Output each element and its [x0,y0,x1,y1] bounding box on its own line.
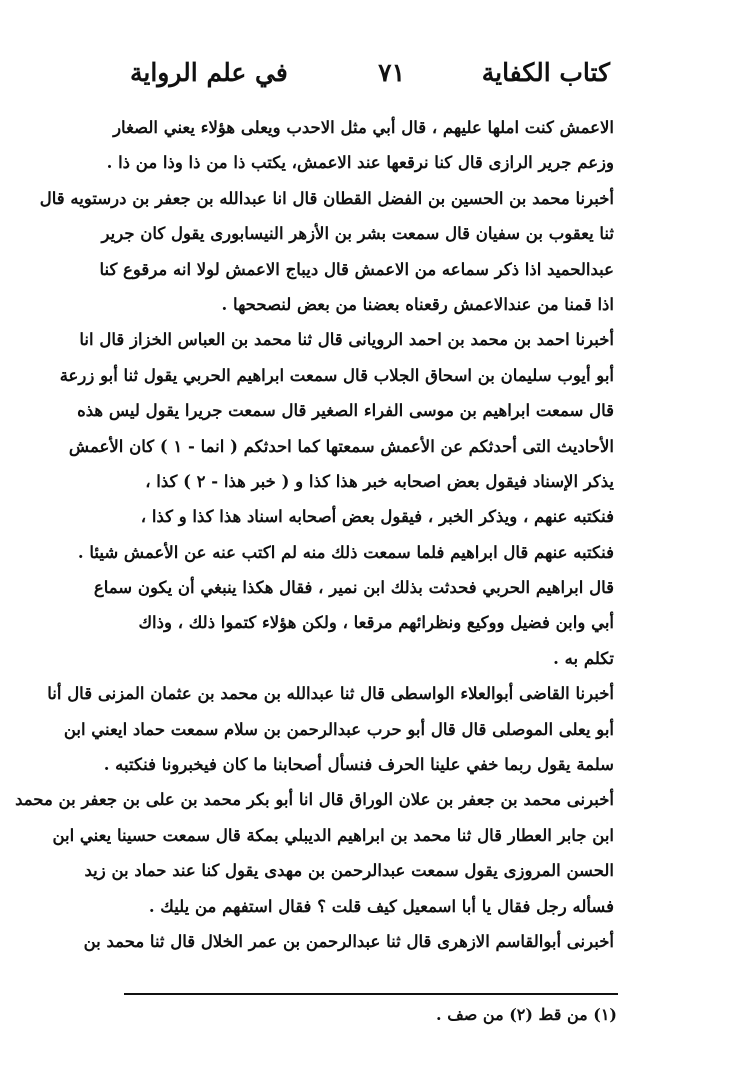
text-line: أخبرنى محمد بن جعفر بن علان الوراق قال انا أبو بكر محمد بن على بن جعفر بن محمد [15,790,614,810]
page-number: ٧١ [378,58,405,87]
text-line: أخبرنا محمد بن الحسين بن الفضل القطان قال انا عبدالله بن جعفر بن درستويه قال [39,188,614,208]
text-line: الاعمش كنت املها عليهم ، قال أبي مثل الاحدب ويعلى هؤلاء يعني الصغار [113,118,614,137]
main-text [15,110,614,959]
text-line: فسأله رجل فقال يا أبا اسمعيل كيف قلت ؟ فقال استفهم من يليك . [148,896,614,916]
text-line: اذا قمنا من عندالاعمش رقعناه بعضنا من بعض لنصححها . [221,294,614,314]
text-line: أخبرنى أبوالقاسم الازهرى قال ثنا عبدالرحمن بن عمر الخلال قال ثنا محمد بن [83,931,614,951]
text-line: قال سمعت ابراهيم بن موسى الفراء الصغير قال سمعت جريرا يقول ليس هذه [77,401,614,421]
text-line: فنكتبه عنهم قال ابراهيم فلما سمعت ذلك منه لم اكتب عنه عن الأعمش شيئا . [77,542,614,562]
text-line: ابن جابر العطار قال ثنا محمد بن ابراهيم الديبلي بمكة قال سمعت حسينا يعني ابن [52,825,614,845]
text-line: أخبرنا القاضى أبوالعلاء الواسطى قال ثنا عبدالله بن محمد بن عثمان المزنى قال أنا [47,684,614,704]
text-line: قال ابراهيم الحربي فحدثت بذلك ابن نمير ، فقال هكذا ينبغي أن يكون سماع [93,578,614,598]
book-title: كتاب الكفاية [481,58,610,87]
text-line: تكلم به . [553,648,614,668]
text-line: الحسن المروزى يقول سمعت عبدالرحمن بن مهدى يقول كنا عند حماد بن زيد [84,861,614,881]
page-header [130,58,610,98]
text-line: أبو يعلى الموصلى قال قال أبو حرب عبدالرحمن بن سلام سمعت حماد ايعني ابن [63,719,614,739]
footnote-divider [124,993,618,995]
text-line: أبو أيوب سليمان بن اسحاق الجلاب قال سمعت ابراهيم الحربي يقول ثنا أبو زرعة [59,365,614,385]
footnote: (١) من قط (٢) من صف . [436,1005,617,1024]
text-line: سلمة يقول ربما خفي علينا الحرف فنسأل أصحابنا ما كان فيخبرونا فنكتبه . [103,755,614,775]
book-subtitle: في علم الرواية [130,58,288,87]
text-line: فنكتبه عنهم ، ويذكر الخبر ، فيقول بعض أصحابه اسناد هذا كذا و كذا ، [140,507,614,527]
text-line: يذكر الإسناد فيقول بعض اصحابه خبر هذا كذا و ( خبر هذا - ٢ ) كذا ، [145,471,614,491]
text-line: أبي وابن فضيل ووكيع ونظرائهم مرقعا ، ولكن هؤلاء كتموا ذلك ، وذاك [138,613,614,633]
text-line: أخبرنا احمد بن محمد بن احمد الرويانى قال ثنا محمد بن العباس الخزاز قال انا [79,330,614,350]
text-line: عبدالحميد اذا ذكر سماعه من الاعمش قال ديباج الاعمش لولا انه مرقوع كنا [99,259,614,279]
text-line: وزعم جرير الرازى قال كنا نرقعها عند الاعمش، يكتب ذا من ذا وذا من ذا . [106,153,614,173]
text-line: الأحاديث التى أحدثكم عن الأعمش سمعتها كما احدثكم ( انما - ١ ) كان الأعمش [68,436,614,456]
text-line: ثنا يعقوب بن سفيان قال سمعت بشر بن الأزهر النيسابورى يقول كان جرير [101,224,614,244]
